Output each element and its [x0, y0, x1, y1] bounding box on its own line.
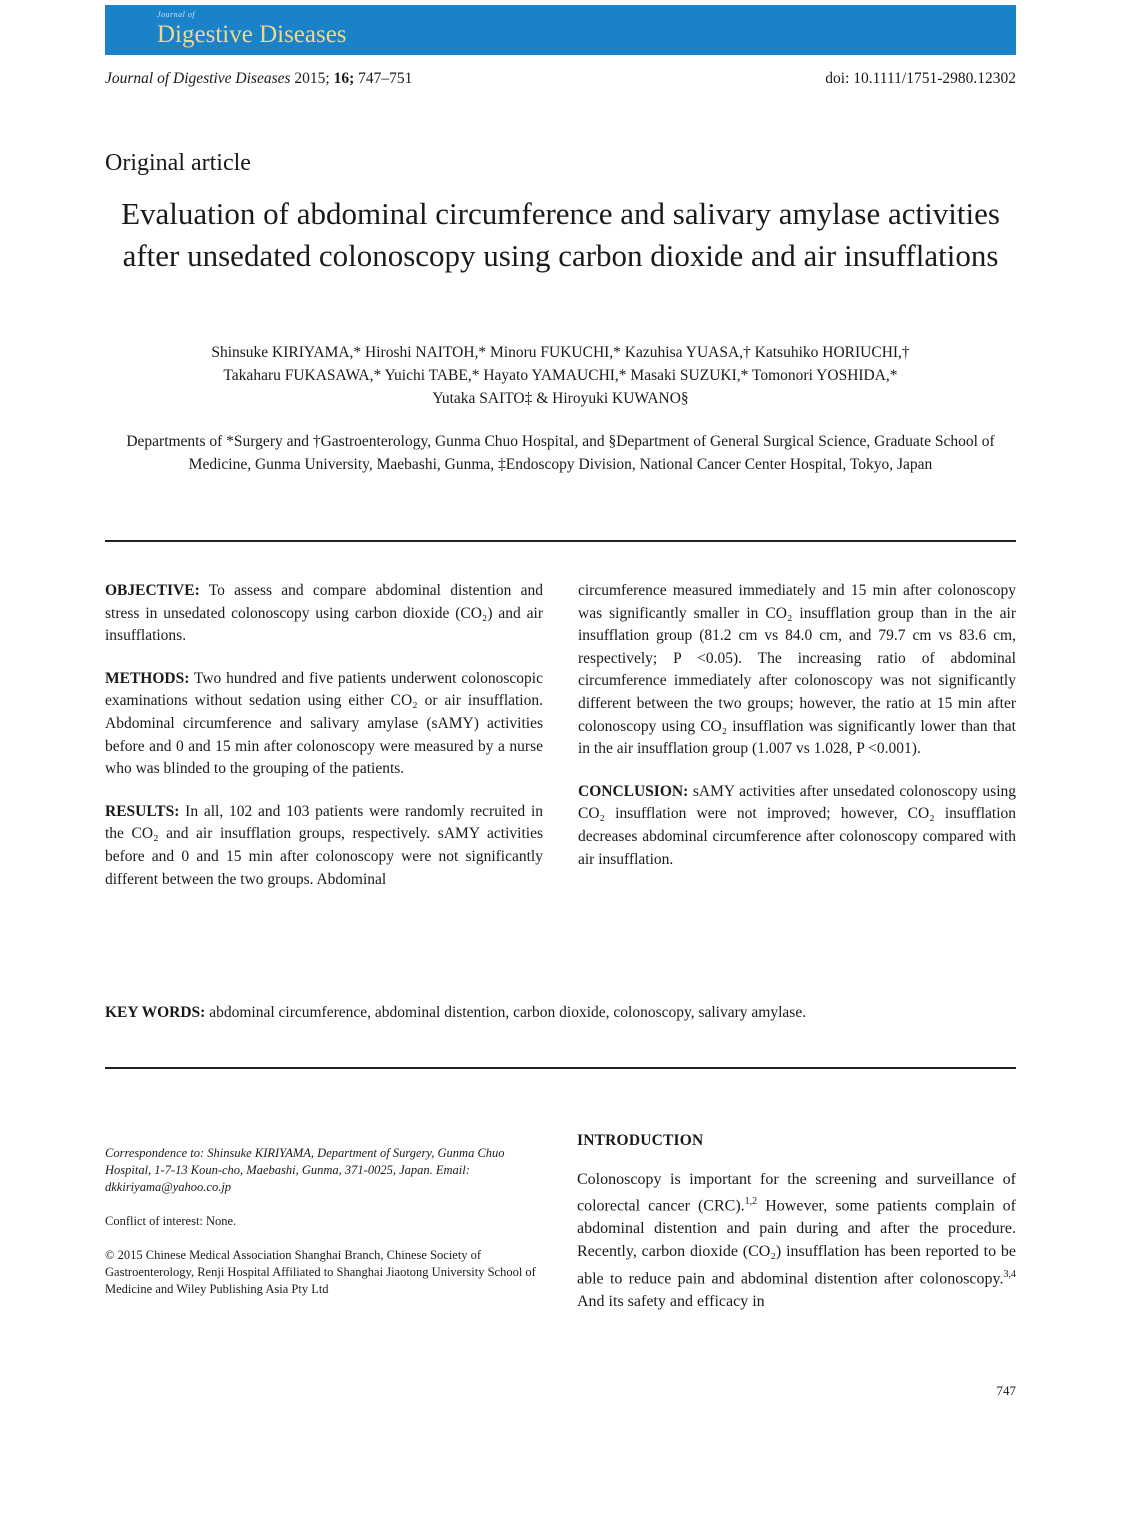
intro-text-b: However, some patients complain of abdominal distention and pain during and after the procedure. Recently, carbon dioxide (CO₂) insufflation has been reported to be able to reduce pain and abdominal distention after colonoscopy.	[577, 1197, 1016, 1288]
affiliations: Departments of *Surgery and †Gastroenterology, Gunma Chuo Hospital, and §Department of General Surgical Science, Graduate School of Medicine, Gunma University, Maebashi, Gunma, ‡Endoscopy Division, National Cancer Center Hospital, Tokyo, Japan	[126, 433, 995, 473]
author-line-2: Takaharu FUKASAWA,* Yuichi TABE,* Hayato YAMAUCHI,* Masaki SUZUKI,* Tomonori YOSHIDA,*	[223, 367, 898, 384]
conflict-note: Conflict of interest: None.	[105, 1214, 237, 1228]
abstract-right-column	[578, 580, 1016, 891]
abstract-left-column	[105, 580, 543, 911]
copyright-note: © 2015 Chinese Medical Association Shanghai Branch, Chinese Society of Gastroenterology, Renji Hospital Affiliated to Shanghai Jiaotong University School of Medicine and Wiley Publishing Asia Pty Ltd	[105, 1248, 536, 1296]
results-text-part1: In all, 102 and 103 patients were randomly recruited in the CO₂ and air insufflation groups, respectively. sAMY activities before and 0 and 15 min after colonoscopy were not significantly different between the two groups. Abdominal	[105, 802, 543, 888]
article-type: Original article	[105, 150, 251, 176]
banner-journal-name: Digestive Diseases	[157, 21, 347, 48]
citation-pages: 747–751	[358, 70, 413, 87]
journal-banner	[105, 5, 1016, 55]
objective-label: OBJECTIVE:	[105, 582, 200, 599]
keywords-label: KEY WORDS:	[105, 1004, 206, 1021]
conclusion-label: CONCLUSION:	[578, 782, 689, 800]
keywords	[105, 1001, 1016, 1024]
intro-text-c: And its safety and efficacy in	[577, 1292, 765, 1310]
introduction-section	[577, 1130, 1016, 1314]
banner-small-text: Journal of	[157, 10, 196, 19]
divider-top	[105, 540, 1016, 542]
results-label: RESULTS:	[105, 802, 180, 820]
methods-label: METHODS:	[105, 669, 190, 687]
author-list	[105, 341, 1016, 410]
conclusion-text: sAMY activities after unsedated colonoscopy using CO₂ insufflation were not improved; however, CO₂ insufflation decreases abdominal circumference after colonoscopy compared with air insufflation.	[578, 782, 1017, 868]
abstract-objective	[105, 580, 543, 648]
introduction-heading: INTRODUCTION	[577, 1132, 704, 1149]
abstract-conclusion	[578, 781, 1016, 871]
intro-ref-1-2[interactable]: 1,2	[744, 1196, 758, 1208]
abstract-methods	[105, 668, 543, 781]
citation-journal: Journal of Digestive Diseases	[105, 70, 291, 87]
doi[interactable]: doi: 10.1111/1751-2980.12302	[825, 70, 1016, 87]
intro-text-a: Colonoscopy is important for the screening and surveillance of colorectal cancer (CRC).	[577, 1170, 1016, 1215]
citation-year: 2015;	[294, 70, 330, 87]
abstract-results	[105, 801, 543, 891]
correspondence-note: Correspondence to: Shinsuke KIRIYAMA, Department of Surgery, Gunma Chuo Hospital, 1-7-13 Koun-cho, Maebashi, Gunma, 371-0025, Japan. Email: dkkiriyama@yahoo.co.jp	[105, 1146, 505, 1194]
article-title: Evaluation of abdominal circumference and salivary amylase activities after unsedated colonoscopy using carbon dioxide and air insufflations	[121, 196, 1000, 273]
methods-text: Two hundred and five patients underwent colonoscopic examinations without sedation using either CO₂ or air insufflation. Abdominal circumference and salivary amylase (sAMY) activities before and 0 and 15 min after colonoscopy were measured by a nurse who was blinded to the grouping of the patients.	[105, 669, 543, 778]
page-number: 747	[996, 1383, 1016, 1398]
citation-line	[105, 70, 412, 88]
divider-bottom	[105, 1067, 1016, 1069]
objective-text: To assess and compare abdominal distention and stress in unsedated colonoscopy using carbon dioxide (CO₂) and air insufflations.	[105, 582, 543, 645]
introduction-paragraph	[577, 1169, 1016, 1314]
keywords-text: abdominal circumference, abdominal distention, carbon dioxide, colonoscopy, salivary amylase.	[209, 1004, 807, 1021]
author-line-3: Yutaka SAITO‡ & Hiroyuki KUWANO§	[432, 390, 689, 407]
results-text-part2: circumference measured immediately and 15 min after colonoscopy was significantly smaller in CO₂ insufflation group than in the air insufflation group (81.2 cm vs 84.0 cm, and 79.7 cm vs 83.6 cm, respectively; P <0.05). The increasing ratio of abdominal circumference immediately after colonoscopy was not significantly different between the two groups; however, the ratio at 15 min after colonoscopy using CO₂ insufflation was significantly lower than that in the air insufflation group (1.007 vs 1.028, P <0.001).	[578, 582, 1016, 758]
intro-ref-3-4[interactable]: 3,4	[1003, 1268, 1016, 1280]
author-line-1: Shinsuke KIRIYAMA,* Hiroshi NAITOH,* Minoru FUKUCHI,* Kazuhisa YUASA,† Katsuhiko HORIUCHI,†	[211, 344, 910, 361]
footnotes	[105, 1145, 543, 1315]
abstract-results-continued	[578, 580, 1016, 761]
citation-volume: 16;	[333, 70, 355, 87]
